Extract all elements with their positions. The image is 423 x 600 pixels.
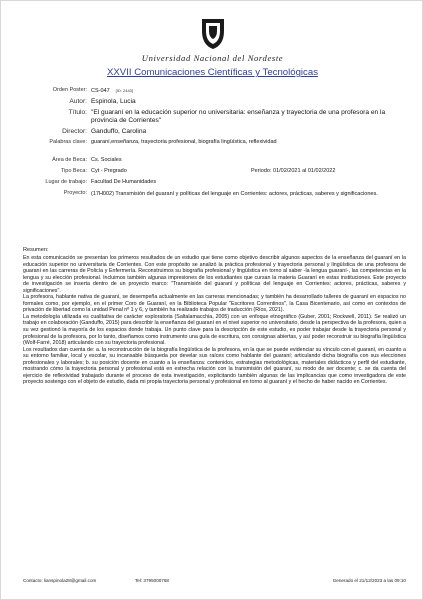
poster-id: [ID: 2443] xyxy=(115,88,133,93)
director-label: Director: xyxy=(62,128,87,135)
autor-value: Espinola, Lucia xyxy=(91,98,136,105)
director-value: Ganduffo, Carolina xyxy=(91,128,147,135)
periodo-value: Periodo: 01/02/2021 al 01/02/2022 xyxy=(251,168,336,174)
footer-contact: Contacto: lianspinola28@gmail.com xyxy=(23,578,97,583)
titulo-label: Título: xyxy=(68,109,87,116)
resumen-paragraph: La profesora, hablante nativa de guaraní, se desempeña actualmente en las carreras mencionadas; y también ha desarrollado talleres de guaraní en espacios no formales como, por ejemplo, en el primer Coro de Guaraní, en la Biblioteca Popular "Escritores Correntinos", la Casa Bicentenario, así como en contextos de privación de libertad como la unidad Penal nº 1 y 6, y también ha realizado trabajos de traducción (Ríos, 2021). xyxy=(23,294,406,314)
resumen-paragraph: En esta comunicación se presentan los primeros resultados de un estudio que tiene como objetivo describir algunos aspectos de la enseñanza del guaraní en la educación superior no universitaria de Corrientes. Con este propósito se analizó la práctica profesional y trayectoria personal y lingüística de una profesora de guaraní en las carreras de Policía y Enfermería. Reconstruimos su biografía profesional y lingüística en torno al saber -la lengua guaraní-, las competencias en la lengua y su elección profesional. Incluimos también algunas impresiones de los estudiantes que cursan la materia Guaraní en estas instituciones. Este proyecto de investigación se inserta dentro de un proyecto marco: "Transmisión del guaraní y políticas del lenguaje en Corrientes: actores, prácticas, saberes y significaciones". xyxy=(23,255,406,294)
tipo-beca-value: Cyt - Pregrado xyxy=(91,168,127,174)
orden-poster-label: Orden Poster: xyxy=(52,87,87,93)
resumen-paragraph: Los resultados dan cuenta de: a. la reconstrucción de la biografía lingüística de la profesora, en la que se puede evidenciar su vínculo con el guaraní, en cuanto a su entorno familiar, local y escolar, su incansable búsqueda por develar sus raíces como hablante del guaraní; articulando dicha biografía con sus elecciones profesionales y laborales; b. su posición docente en cuanto a la enseñanza: contenidos, estrategias metodológicas, materiales didácticos y perfil del estudiante, mostrando cómo la trayectoria personal y profesional está en estrecha relación con la transmisión del guaraní, su modo de ser docente; c. se da cuenta del ejercicio de reflexividad trabajado durante el proceso de esta investigación, explicitando también algunas de las implicancias que como investigadora de este proyecto sostengo con el objeto de estudio, dada mi propia trayectoria personal y profesional en torno al guaraní y el hecho de haber nacido en Corrientes. xyxy=(23,346,406,386)
tipo-beca-label: Tipo Beca: xyxy=(60,168,87,174)
titulo-value: "El guaraní en la educación superior no universitaria: enseñanza y trayectoria de una profesora en la provincia de Corrientes" xyxy=(91,109,386,124)
orden-poster-value: CS-047 xyxy=(91,88,110,94)
lugar-trabajo-label: Lugar de trabajo: xyxy=(45,179,87,185)
palabras-clave-label: Palabras clave: xyxy=(49,139,87,145)
resumen-paragraph: La metodología utilizada es cualitativa de carácter exploratoria (Saltalamacchia, 2005) con un enfoque etnográfico (Guber, 2001; Rockwell, 2011). Se realizó un trabajo en colaboración (Ganduffo, 2015) para describir la enseñanza del guaraní en el nivel superior no universitario, desde la perspectiva de la profesora, quien a su vez gestionó la mayoría de los espacios donde trabaja. Un punto clave para la descripción de este estudio, es poder trabajar desde la trayectoria personal y profesional de la profesora, por lo tanto, diseñamos como instrumento una guía de escritura, con consignas abiertas, y así poder reconstruir su biografía lingüística (Wolf-Farré, 2018) articulando con su trayectoria profesional. xyxy=(23,313,406,347)
resumen-label: Resumen: xyxy=(23,247,49,253)
palabras-clave-value: guaraní,enseñanza, trayectoria profesional, biografía lingüística, reflexividad xyxy=(91,139,277,145)
area-beca-label: Área de Beca: xyxy=(52,157,87,163)
proyecto-label: Proyecto: xyxy=(63,190,87,196)
conference-title: XXVII Comunicaciones Científicas y Tecnológicas xyxy=(107,67,318,78)
header-logo xyxy=(1,15,423,63)
area-beca-value: Cs. Sociales xyxy=(91,157,122,163)
lugar-trabajo-value: Facultad De Humanidades xyxy=(91,179,157,185)
resumen-body xyxy=(23,255,406,386)
proyecto-value: (17H002) Transmisión del guaraní y políticas del lenguaje en Corrientes: actores, prácticas, saberes y significaciones. xyxy=(91,191,378,197)
university-name: Universidad Nacional del Nordeste xyxy=(141,53,284,63)
footer-tel: Tel: 3795000768 xyxy=(135,578,169,583)
university-logo-icon xyxy=(196,15,230,51)
footer-generated: Generado el 21/12/2023 a las 09:10 xyxy=(332,578,406,583)
autor-label: Autor: xyxy=(69,98,87,105)
